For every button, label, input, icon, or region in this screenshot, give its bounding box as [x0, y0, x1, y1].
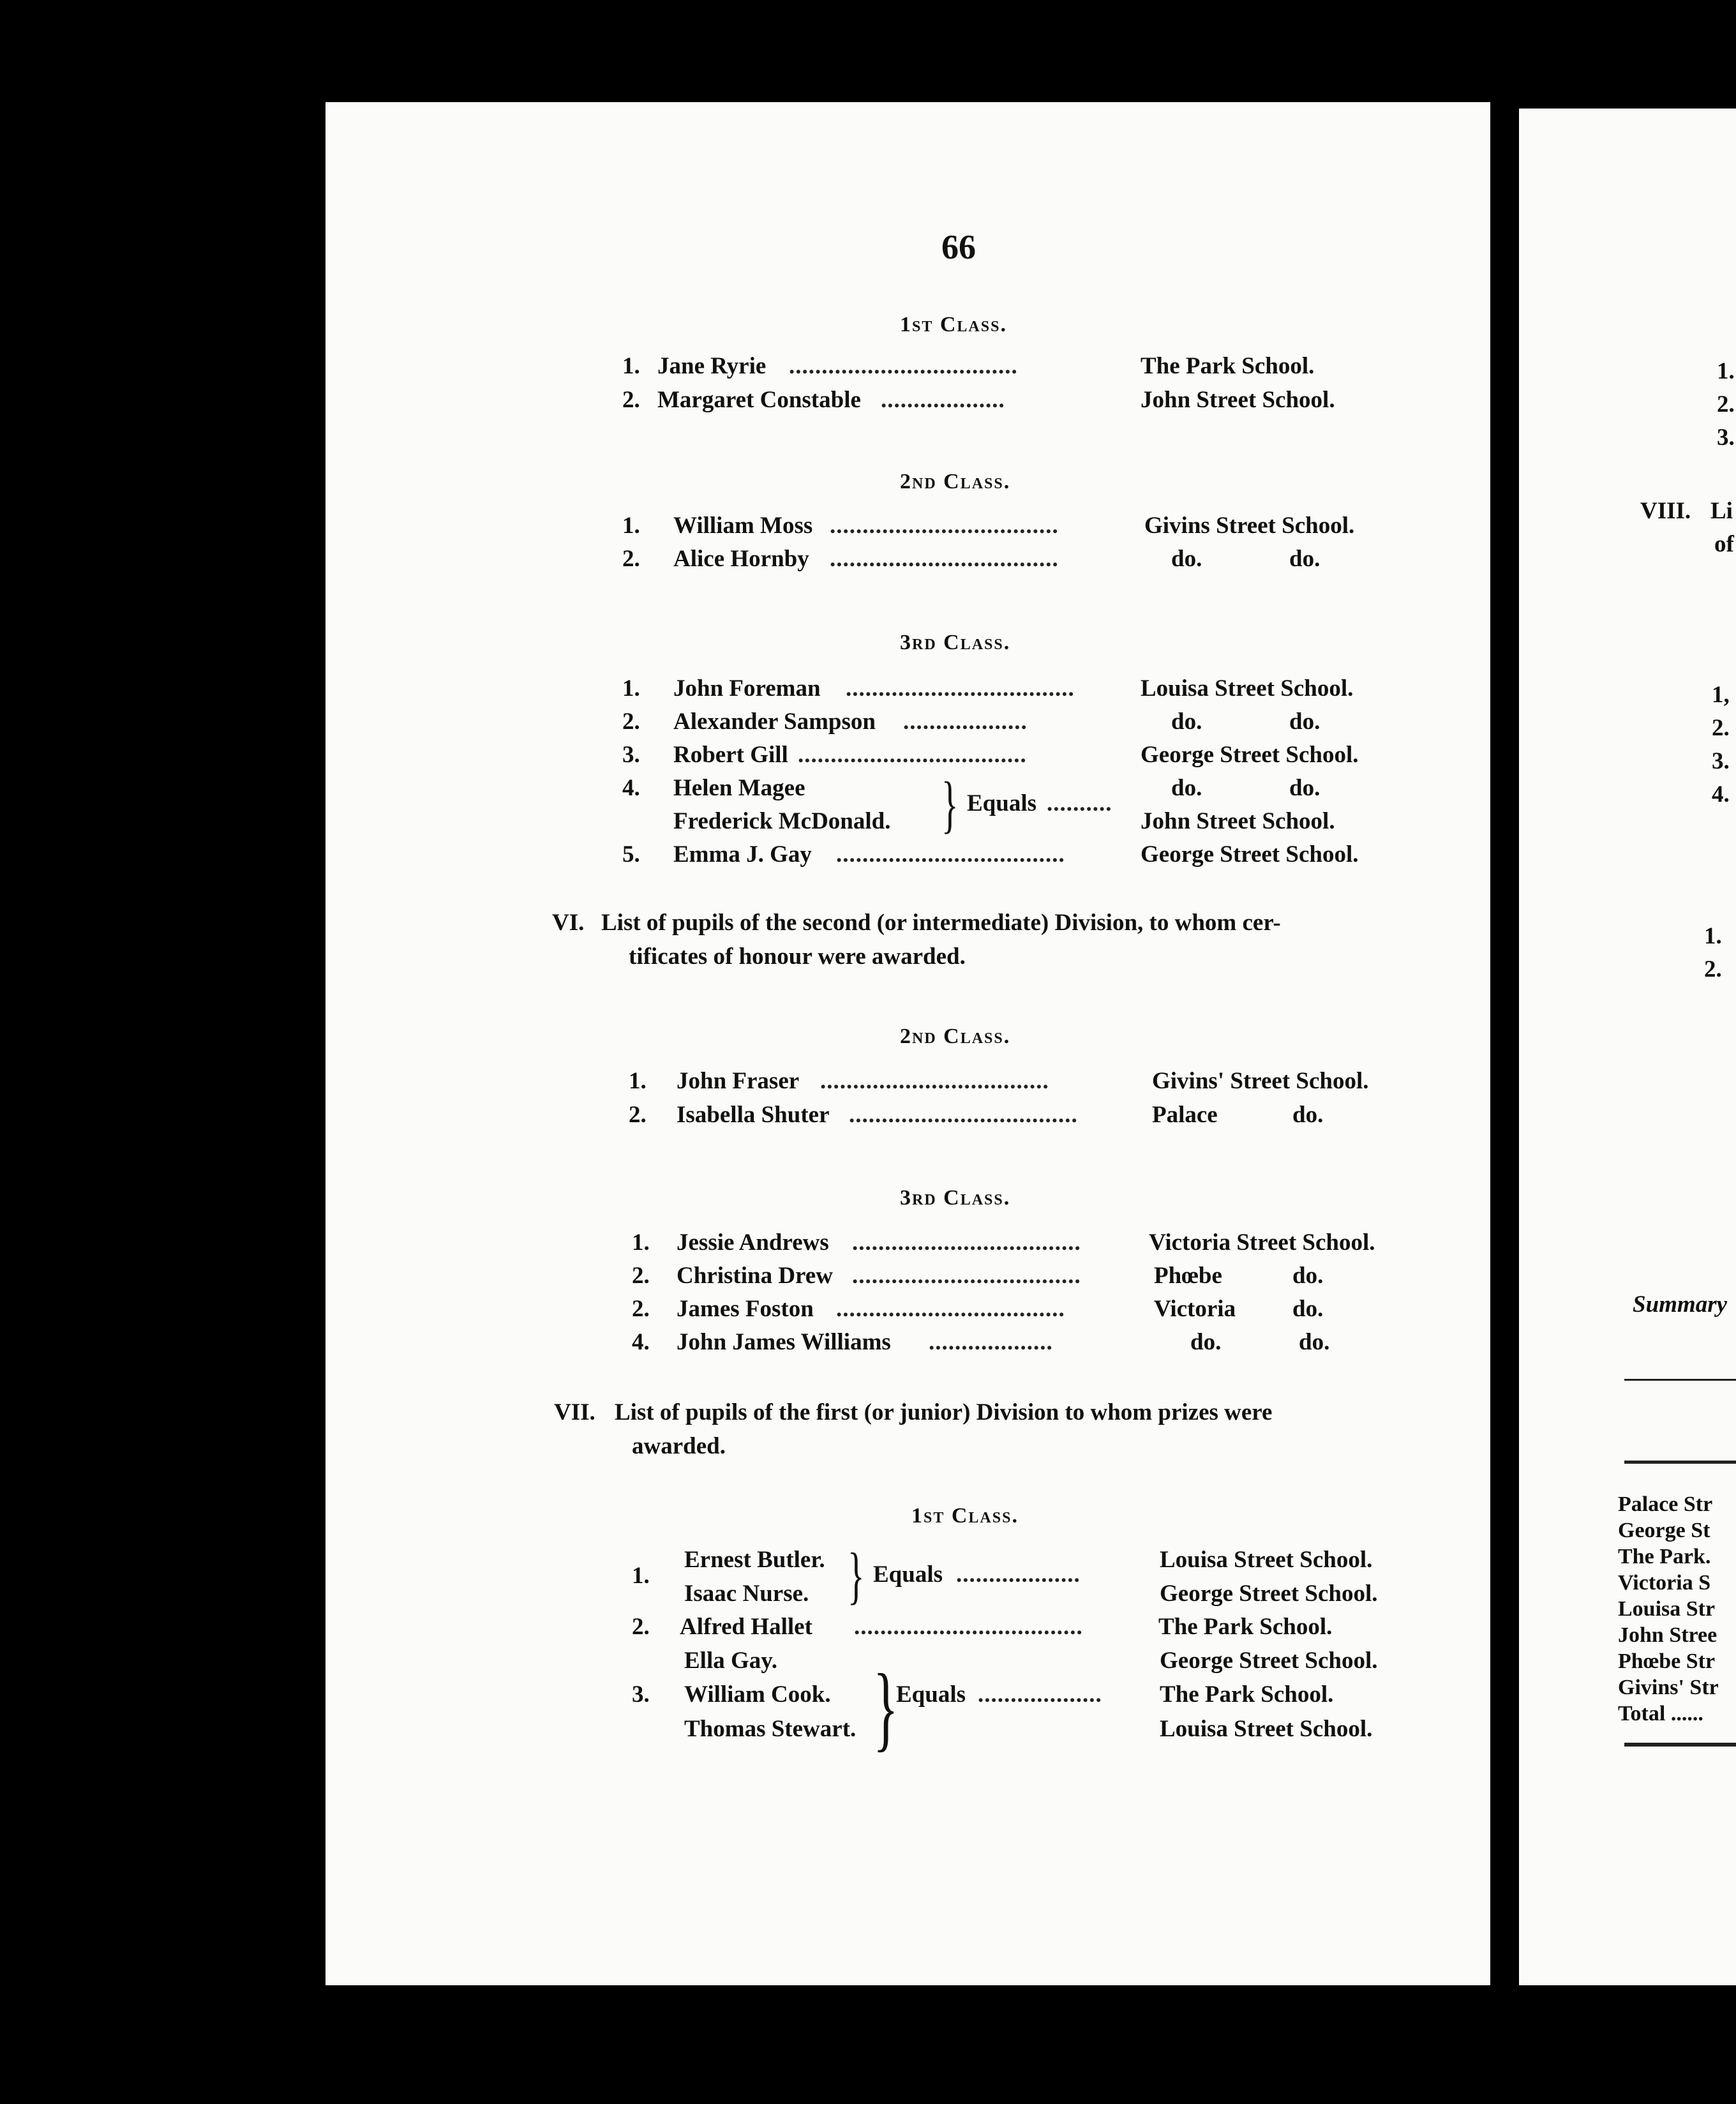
entry-number: 3.: [1712, 748, 1730, 774]
summary-row: The Park.: [1618, 1545, 1711, 1568]
pupil-name: Christina Drew: [677, 1263, 833, 1289]
entry-number: 1.: [1717, 358, 1735, 384]
entry-number: 2.: [1712, 715, 1730, 741]
pupil-name: John James Williams: [677, 1329, 891, 1355]
school-ditto: do.: [1171, 546, 1202, 572]
entry-number: 2.: [632, 1296, 650, 1322]
dot-leader: ...................................: [854, 1614, 1083, 1640]
entry-number: 1.: [632, 1229, 650, 1256]
pupil-name: Alice Hornby: [673, 546, 809, 572]
pupil-name: Alexander Sampson: [673, 709, 876, 735]
entry-number: 4.: [622, 775, 640, 801]
summary-row: John Stree: [1618, 1623, 1717, 1647]
entry-number: 3.: [622, 742, 640, 768]
pupil-name: Emma J. Gay: [673, 841, 812, 868]
school-name: George Street School.: [1141, 742, 1359, 768]
school-name: Givins Street School.: [1144, 513, 1355, 539]
section-heading: of: [1714, 531, 1734, 557]
entry-number: 2.: [632, 1614, 650, 1640]
school-name: Palace: [1152, 1102, 1218, 1128]
school-name: George Street School.: [1141, 841, 1359, 868]
entry-number: 1.: [622, 353, 640, 379]
entry-number: 2.: [622, 387, 640, 413]
class-heading-second: 2nd Class.: [900, 1025, 1011, 1048]
summary-row: Givins' Str: [1618, 1676, 1719, 1699]
dot-leader: ...................................: [789, 353, 1018, 379]
pupil-name: Robert Gill: [673, 742, 788, 768]
summary-row: Louisa Str: [1618, 1597, 1716, 1621]
section-heading: Li: [1710, 498, 1733, 524]
pupil-name: Helen Magee: [673, 775, 805, 801]
school-ditto: do.: [1299, 1329, 1330, 1355]
section-numeral: VI.: [552, 910, 585, 936]
pupil-name: Jane Ryrie: [657, 353, 767, 379]
entry-number: 1.: [632, 1563, 650, 1589]
pupil-name: Ella Gay.: [684, 1648, 777, 1674]
dot-leader: ...................................: [830, 546, 1059, 572]
pupil-name: James Foston: [677, 1296, 814, 1322]
section-heading: List of pupils of the first (or junior) Division to whom prizes were: [615, 1399, 1273, 1425]
entry-number: 3.: [1717, 425, 1735, 451]
school-ditto: do.: [1292, 1296, 1324, 1322]
school-name: Louisa Street School.: [1160, 1716, 1373, 1742]
pupil-name: Ernest Butler.: [684, 1547, 825, 1573]
dot-leader: ...................................: [798, 742, 1027, 768]
page-number: 66: [941, 228, 976, 266]
pupil-name: Frederick McDonald.: [673, 808, 891, 834]
pupil-name: Thomas Stewart.: [684, 1716, 857, 1742]
table-rule: [1624, 1379, 1736, 1381]
school-name: The Park School.: [1141, 353, 1315, 379]
class-heading-third: 3rd Class.: [900, 631, 1011, 654]
table-rule: [1624, 1461, 1736, 1464]
dot-leader: ...................: [881, 387, 1005, 413]
entry-number: 1,: [1712, 682, 1730, 708]
class-heading-second: 2nd Class.: [900, 470, 1011, 493]
school-name: Victoria Street School.: [1149, 1229, 1375, 1256]
summary-row: Phœbe Str: [1618, 1649, 1716, 1673]
school-ditto: do.: [1190, 1329, 1222, 1355]
dot-leader: ...................: [978, 1681, 1102, 1708]
dot-leader: ...................: [903, 709, 1028, 735]
school-ditto: do.: [1292, 1263, 1324, 1289]
summary-row: Victoria S: [1618, 1571, 1711, 1595]
entry-number: 2.: [622, 546, 640, 572]
school-name: Louisa Street School.: [1141, 675, 1354, 702]
summary-heading: Summary: [1633, 1291, 1728, 1318]
entry-number: 4.: [632, 1329, 650, 1355]
school-name: The Park School.: [1160, 1681, 1334, 1708]
equals-brace: }: [941, 769, 959, 839]
section-heading: List of pupils of the second (or intermediate) Division, to whom cer-: [601, 910, 1281, 936]
entry-number: 1.: [629, 1068, 647, 1094]
dot-leader: ..........: [1047, 790, 1112, 816]
school-name: Givins' Street School.: [1152, 1068, 1369, 1094]
school-ditto: do.: [1289, 546, 1321, 572]
dot-leader: ...................................: [852, 1229, 1081, 1256]
pupil-name: William Cook.: [684, 1681, 831, 1708]
school-ditto: do.: [1292, 1102, 1324, 1128]
entry-number: 3.: [632, 1681, 650, 1708]
entry-number: 4.: [1712, 781, 1730, 808]
school-ditto: do.: [1289, 775, 1321, 801]
pupil-name: Isabella Shuter: [677, 1102, 830, 1128]
summary-row: Total ......: [1618, 1702, 1703, 1725]
school-name: Victoria: [1154, 1296, 1236, 1322]
school-ditto: do.: [1289, 709, 1321, 735]
entry-number: 5.: [622, 841, 640, 868]
dot-leader: ...................................: [849, 1102, 1078, 1128]
entry-number: 2.: [622, 709, 640, 735]
entry-number: 2.: [1704, 956, 1722, 982]
pupil-name: Margaret Constable: [657, 387, 861, 413]
dot-leader: ...................: [929, 1329, 1053, 1355]
school-name: Phœbe: [1154, 1263, 1222, 1289]
entry-number: 2.: [1717, 391, 1735, 417]
section-heading: awarded.: [632, 1433, 726, 1459]
pupil-name: William Moss: [673, 513, 813, 539]
equals-label: Equals: [896, 1681, 966, 1708]
class-heading-third: 3rd Class.: [900, 1186, 1011, 1210]
school-name: Louisa Street School.: [1160, 1547, 1373, 1573]
equals-label: Equals: [967, 790, 1037, 816]
left-page: [326, 102, 1490, 1985]
summary-row: Palace Str: [1618, 1492, 1713, 1516]
right-page-edge: [1519, 109, 1736, 1985]
pupil-name: Jessie Andrews: [677, 1229, 829, 1256]
class-heading-first: 1st Class.: [900, 313, 1007, 336]
equals-label: Equals: [873, 1561, 943, 1588]
dot-leader: ...................................: [836, 841, 1065, 868]
dot-leader: ...................................: [820, 1068, 1049, 1094]
section-numeral: VII.: [554, 1399, 595, 1425]
entry-number: 2.: [632, 1263, 650, 1289]
equals-brace: }: [873, 1655, 899, 1761]
equals-brace: }: [848, 1540, 865, 1611]
dot-leader: ...................................: [852, 1263, 1081, 1289]
school-name: George Street School.: [1160, 1648, 1378, 1674]
section-numeral: VIII.: [1640, 498, 1691, 524]
table-rule: [1624, 1743, 1736, 1747]
entry-number: 1.: [1704, 923, 1722, 949]
dot-leader: ...................................: [830, 513, 1059, 539]
dot-leader: ...................................: [846, 675, 1075, 702]
summary-row: George St: [1618, 1519, 1710, 1542]
section-heading: tificates of honour were awarded.: [629, 943, 966, 970]
school-ditto: do.: [1171, 775, 1202, 801]
pupil-name: John Fraser: [677, 1068, 800, 1094]
dot-leader: ...................................: [836, 1296, 1065, 1322]
school-ditto: do.: [1171, 709, 1202, 735]
class-heading-first: 1st Class.: [911, 1504, 1019, 1528]
school-name: The Park School.: [1158, 1614, 1333, 1640]
pupil-name: Isaac Nurse.: [684, 1581, 809, 1607]
entry-number: 1.: [622, 675, 640, 702]
school-name: John Street School.: [1141, 808, 1335, 834]
school-name: John Street School.: [1141, 387, 1335, 413]
dot-leader: ...................: [956, 1561, 1081, 1588]
entry-number: 2.: [629, 1102, 647, 1128]
pupil-name: John Foreman: [673, 675, 821, 702]
school-name: George Street School.: [1160, 1581, 1378, 1607]
entry-number: 1.: [622, 513, 640, 539]
pupil-name: Alfred Hallet: [680, 1614, 812, 1640]
